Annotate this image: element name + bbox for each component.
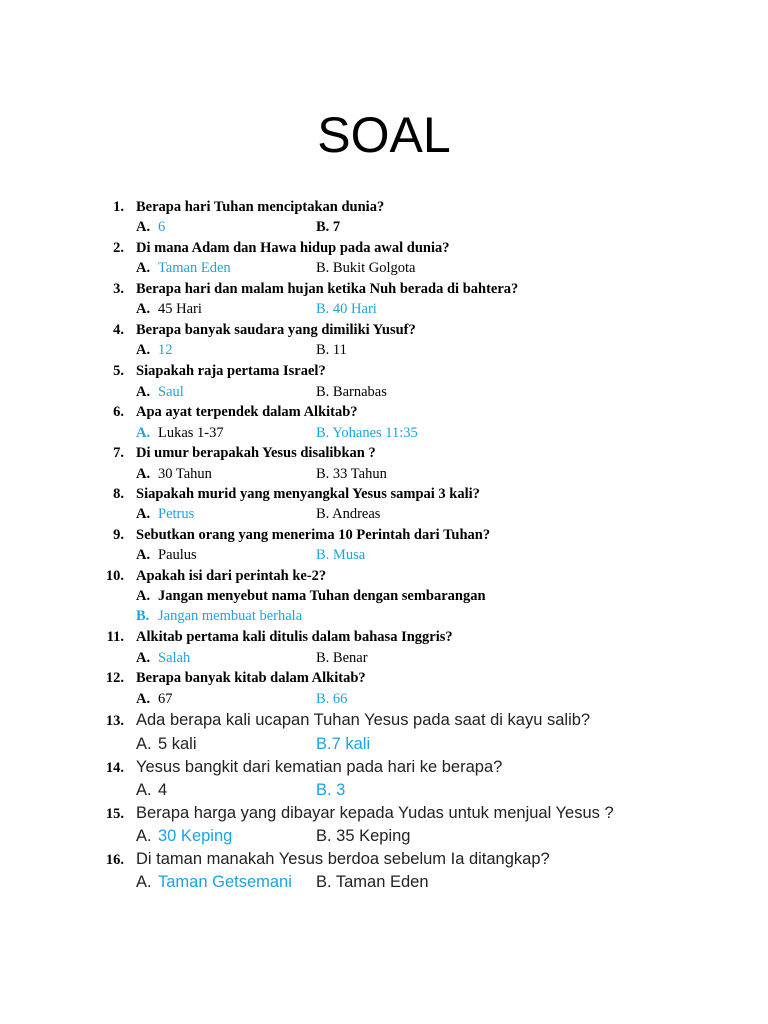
- option-a-value: 45 Hari: [158, 301, 202, 317]
- option-a-value: Taman Eden: [158, 260, 231, 276]
- question-14: [0, 758, 768, 782]
- option-a-label: A.: [136, 301, 151, 317]
- option-a-label: A.: [136, 691, 151, 707]
- question-2: [0, 240, 768, 261]
- option-a-label: A.: [136, 781, 152, 799]
- question-15: [0, 804, 768, 828]
- option-a-value: 30 Keping: [158, 827, 233, 845]
- question-text: Yesus bangkit dari kematian pada hari ke berapa?: [136, 758, 503, 776]
- question-text: Berapa banyak saudara yang dimiliki Yusuf?: [136, 322, 416, 338]
- answers-13: [0, 735, 768, 759]
- option-a-value: 6: [158, 219, 166, 235]
- question-number: 13.: [105, 713, 124, 729]
- option-a-value: Jangan menyebut nama Tuhan dengan sembarangan: [158, 588, 486, 604]
- question-text: Siapakah raja pertama Israel?: [136, 363, 326, 379]
- question-1: [0, 199, 768, 220]
- option-a-value: Lukas 1-37: [158, 425, 224, 441]
- question-number: 5.: [113, 363, 124, 379]
- option-b: B. Yohanes 11:35: [316, 425, 418, 441]
- answers-9: [0, 547, 768, 568]
- question-10: [0, 568, 768, 589]
- option-b: B. Bukit Golgota: [316, 260, 416, 276]
- option-b: B. 40 Hari: [316, 301, 377, 317]
- question-text: Berapa harga yang dibayar kepada Yudas untuk menjual Yesus ?: [136, 804, 614, 822]
- option-a-label: A.: [136, 547, 151, 563]
- option-a-label: A.: [136, 342, 151, 358]
- option-b: B. Benar: [316, 650, 368, 666]
- question-text: Berapa banyak kitab dalam Alkitab?: [136, 670, 366, 686]
- option-a-value: 67: [158, 691, 173, 707]
- answers-3: [0, 301, 768, 322]
- option-b: B. 35 Keping: [316, 827, 411, 845]
- answers-10-a: [0, 588, 768, 609]
- option-a-label: A.: [136, 827, 152, 845]
- question-number: 14.: [105, 760, 124, 776]
- question-5: [0, 363, 768, 384]
- page-title: SOAL: [317, 107, 451, 163]
- option-b: B. 33 Tahun: [316, 466, 387, 482]
- option-a-value: Saul: [158, 384, 184, 400]
- option-a-value: 4: [158, 781, 168, 799]
- question-9: [0, 527, 768, 548]
- option-a-value: Petrus: [158, 506, 195, 522]
- answers-15: [0, 827, 768, 851]
- question-text: Apakah isi dari perintah ke-2?: [136, 568, 327, 584]
- option-b: B. Musa: [316, 547, 366, 563]
- question-number: 7.: [113, 445, 124, 461]
- option-a-value: 5 kali: [158, 735, 197, 753]
- question-number: 15.: [105, 806, 124, 822]
- question-number: 9.: [113, 527, 124, 543]
- option-b-label: B.: [136, 608, 150, 624]
- option-a-label: A.: [136, 219, 151, 235]
- option-a-value: Taman Getsemani: [158, 873, 292, 891]
- question-text: Siapakah murid yang menyangkal Yesus sampai 3 kali?: [136, 486, 480, 502]
- option-a-value: 12: [158, 342, 173, 358]
- option-a-label: A.: [136, 260, 151, 276]
- answers-6: [0, 425, 768, 446]
- question-number: 1.: [113, 199, 124, 215]
- answers-4: [0, 342, 768, 363]
- question-text: Berapa hari Tuhan menciptakan dunia?: [136, 199, 385, 215]
- answers-1: [0, 219, 768, 240]
- question-number: 12.: [105, 670, 124, 686]
- answers-7: [0, 466, 768, 487]
- answers-5: [0, 384, 768, 405]
- option-b: B. Andreas: [316, 506, 381, 522]
- option-a-label: A.: [136, 873, 152, 891]
- option-a-label: A.: [136, 588, 151, 604]
- question-8: [0, 486, 768, 507]
- question-11: [0, 629, 768, 650]
- answers-8: [0, 506, 768, 527]
- question-number: 3.: [113, 281, 124, 297]
- option-a-label: A.: [136, 506, 151, 522]
- question-13: [0, 711, 768, 735]
- question-text: Ada berapa kali ucapan Tuhan Yesus pada saat di kayu salib?: [136, 711, 591, 729]
- option-b: B. 3: [316, 781, 346, 799]
- answers-11: [0, 650, 768, 671]
- answers-2: [0, 260, 768, 281]
- question-4: [0, 322, 768, 343]
- question-3: [0, 281, 768, 302]
- option-b: B. 66: [316, 691, 348, 707]
- option-a-label: A.: [136, 650, 151, 666]
- question-text: Alkitab pertama kali ditulis dalam bahasa Inggris?: [136, 629, 453, 645]
- question-text: Di mana Adam dan Hawa hidup pada awal dunia?: [136, 240, 450, 256]
- option-b: B. Taman Eden: [316, 873, 429, 891]
- question-text: Apa ayat terpendek dalam Alkitab?: [136, 404, 358, 420]
- option-a-label: A.: [136, 425, 151, 441]
- option-b: B. Barnabas: [316, 384, 387, 400]
- answers-12: [0, 691, 768, 712]
- question-number: 11.: [106, 629, 124, 645]
- option-a-value: 30 Tahun: [158, 466, 212, 482]
- answers-16: [0, 873, 768, 897]
- answers-10-b: [0, 608, 768, 629]
- option-a-label: A.: [136, 384, 151, 400]
- option-a-label: A.: [136, 466, 151, 482]
- question-number: 8.: [113, 486, 124, 502]
- question-number: 2.: [113, 240, 124, 256]
- question-text: Sebutkan orang yang menerima 10 Perintah dari Tuhan?: [136, 527, 491, 543]
- question-number: 4.: [113, 322, 124, 338]
- question-7: [0, 445, 768, 466]
- question-number: 16.: [105, 852, 124, 868]
- answers-14: [0, 781, 768, 805]
- question-text: Di taman manakah Yesus berdoa sebelum Ia ditangkap?: [136, 850, 550, 868]
- option-a-value: Salah: [158, 650, 191, 666]
- question-text: Di umur berapakah Yesus disalibkan ?: [136, 445, 376, 461]
- question-text: Berapa hari dan malam hujan ketika Nuh berada di bahtera?: [136, 281, 519, 297]
- question-16: [0, 850, 768, 874]
- question-number: 10.: [105, 568, 124, 584]
- option-a-value: Paulus: [158, 547, 197, 563]
- option-b: B. 11: [316, 342, 347, 358]
- question-12: [0, 670, 768, 691]
- option-b-value: Jangan membuat berhala: [158, 608, 303, 624]
- question-6: [0, 404, 768, 425]
- option-b: B.7 kali: [316, 735, 371, 753]
- question-number: 6.: [113, 404, 124, 420]
- option-a-label: A.: [136, 735, 152, 753]
- option-b: B. 7: [316, 219, 341, 235]
